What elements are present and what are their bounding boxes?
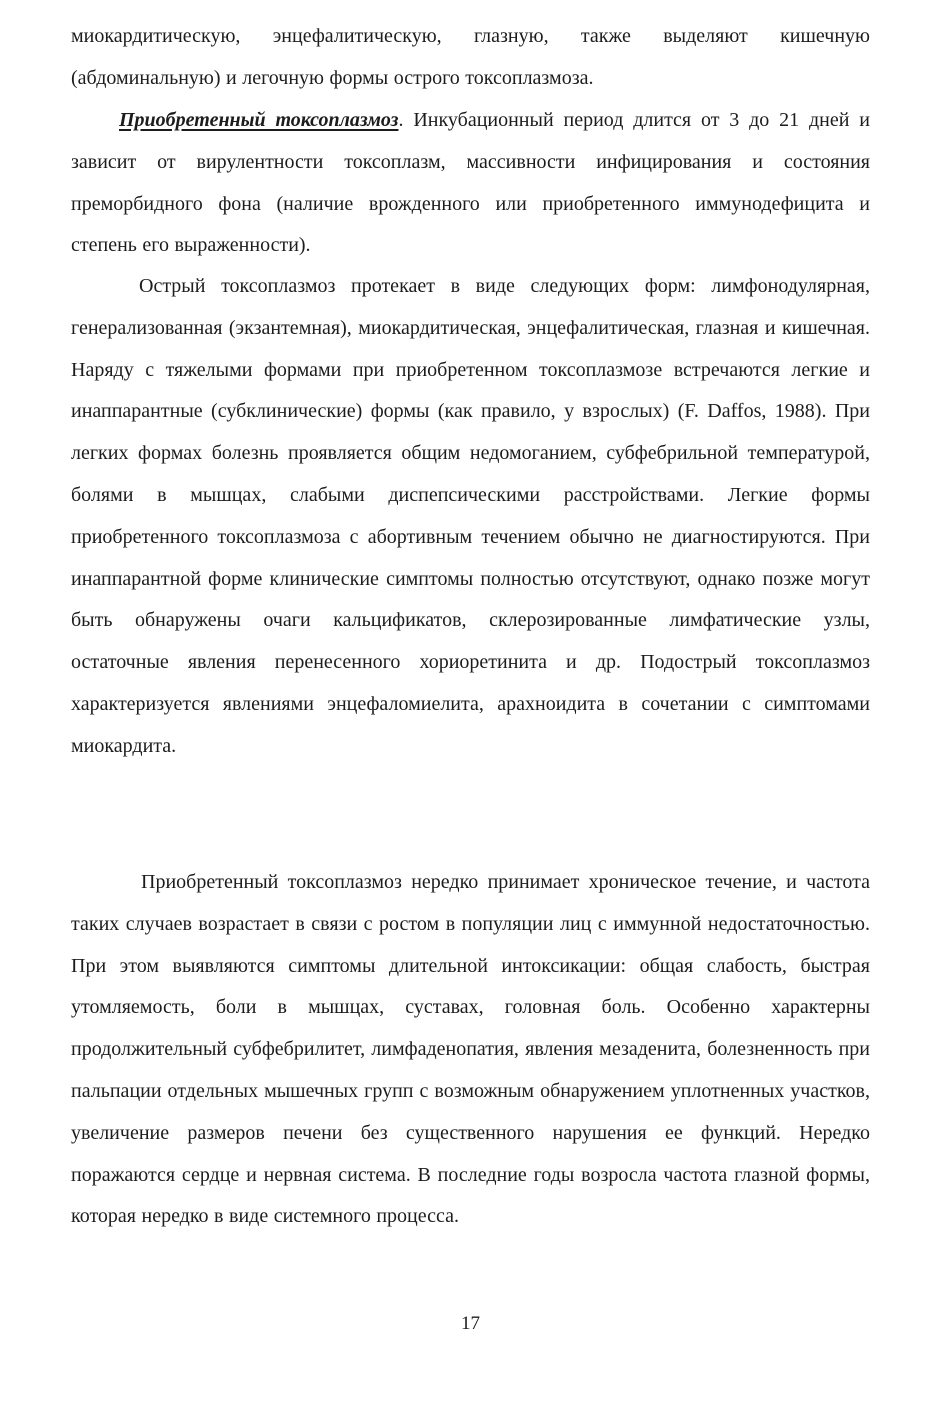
paragraph-text: Приобретенный токсоплазмоз нередко принимает хроническое течение, и частота таких случаев возрастает в связи с ростом в популяции лиц с иммунной недостаточностью. При этом выявляются симптомы длительной интоксикации: общая слабость, быстрая утомляемость, боли в мышцах, суставах, головная боль. Особенно характерны продолжительный субфебрилитет, лимфаденопатия, явления мезаденита, болезненность при пальпации отдельных мышечных групп с возможным обнаружением уплотненных участков, увеличение размеров печени без существенного нарушения ее функций. Нередко поражаются сердце и нервная система. В последние годы возросла частота глазной формы, которая нередко в виде системного процесса. (71, 871, 870, 1228)
section-heading-period: . (398, 109, 404, 131)
paragraph-chronic-course (71, 862, 870, 1238)
paragraph-continuation (71, 16, 870, 100)
paragraph-text (71, 100, 870, 267)
paragraph-body: Инкубационный период длится от 3 до 21 дней и зависит от вирулентности токсоплазм, массивности инфицирования и состояния преморбидного фона (наличие врожденного или приобретенного иммунодефицита и степень его выраженности). (71, 109, 870, 257)
paragraph-text: Острый токсоплазмоз протекает в виде следующих форм: лимфонодулярная, генерализованная (экзантемная), миокардитическая, энцефалитическая, глазная и кишечная. Наряду с тяжелыми формами при приобретенном токсоплазмозе встречаются легкие и инаппарантные (субклинические) формы (как правило, у взрослых) (F. Daffos, 1988). При легких формах болезнь проявляется общим недомоганием, субфебрильной температурой, болями в мышцах, слабыми диспепсическими расстройствами. Легкие формы приобретенного токсоплазмоза с абортивным течением обычно не диагностируются. При инаппарантной форме клинические симптомы полностью отсутствуют, однако позже могут быть обнаружены очаги кальцификатов, склерозированные лимфатические узлы, остаточные явления перенесенного хориоретинита и др. Подострый токсоплазмоз характеризуется явлениями энцефаломиелита, арахноидита в сочетании с симптомами миокардита. (71, 275, 870, 757)
paragraph-acquired-toxoplasmosis (71, 100, 870, 267)
page-number: 17 (461, 1313, 480, 1334)
section-heading: Приобретенный токсоплазмоз (119, 109, 399, 131)
paragraph-acute-forms (71, 266, 870, 768)
paragraph-text: миокардитическую, энцефалитическую, глазную, также выделяют кишечную (абдоминальную) и легочную формы острого токсоплазмоза. (71, 25, 870, 89)
